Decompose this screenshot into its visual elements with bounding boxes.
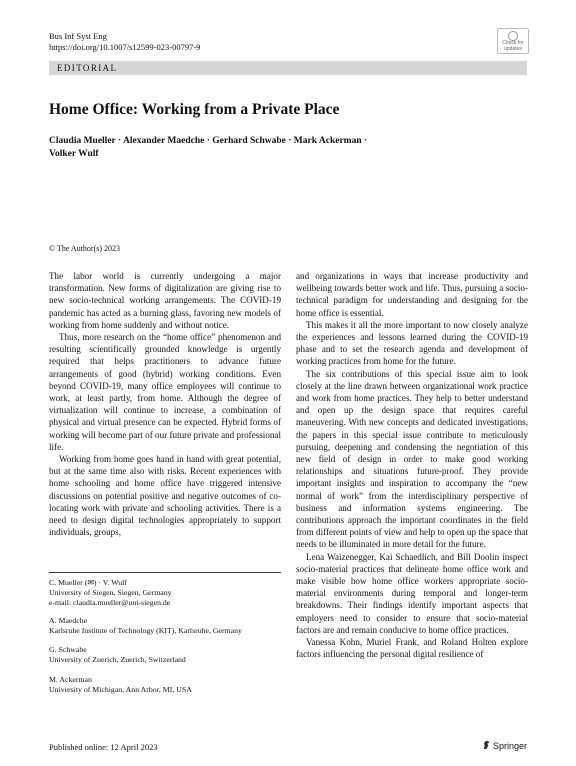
body-paragraph: Vanessa Kohn, Muriel Frank, and Roland Holten explore factors influencing the personal digital resilience of [296, 637, 528, 660]
body-paragraph: Thus, more research on the “home office” phenomenon and resulting scientifically grounded knowledge is urgently required that helps practitioners to advance future arrangements of good (hybrid) working conditions. Even beyond COVID-19, many office employees will continue to work, at least partly, from home. Although the degree of virtualization will continue to increase, a combination of physical and virtual presence can be expected. Hybrid forms of working will become part of our future private and professional life. [49, 332, 281, 452]
author-list [49, 135, 449, 161]
authors-line-1: Claudia Mueller · Alexander Maedche · Gerhard Schwabe · Mark Ackerman · [49, 136, 368, 146]
check-updates-line1: Check for [502, 40, 524, 46]
check-updates-line2: updates [504, 45, 522, 52]
journal-name: Bus Inf Syst Eng [49, 31, 107, 41]
published-date: Published online: 12 April 2023 [49, 742, 158, 752]
copyright-notice: © The Author(s) 2023 [49, 244, 121, 253]
body-paragraph: The six contributions of this special issue aim to look closely at the line drawn between organizational work practice and work from home practices. They help to better understand and open up the design space that requires careful maneuvering. With new concepts and dedicated investigations, the papers in this special issue contribute to meticulously pursuing, deepening and condensing the negotiation of this new field of design in order to make good working relationships and situations future-proof. They provide important insights and inspiration to accompany the “new normal of work” from the interdisciplinary perspective of business and information systems engineering. The contributions approach the important coordinates in the field from different points of view and help to open up the space that needs to be illuminated in more detail for the future. [296, 368, 528, 550]
affiliation-names: G. Schwabe [49, 645, 87, 654]
affiliation-names: A. Maedche [49, 616, 88, 625]
body-paragraph: The labor world is currently undergoing a major transformation. New forms of digitalization are giving rise to new socio-technical working arrangements. The COVID-19 pandemic has acted as a burning glass, favoring new models of working from home suddenly and without notice. [49, 271, 281, 330]
affiliation-institution: University of Zuerich, Zuerich, Switzerland [49, 655, 186, 664]
affiliation-block [49, 578, 289, 608]
left-column [49, 270, 281, 538]
affiliation-block [49, 675, 289, 695]
footnote-divider [49, 572, 281, 573]
doi-link[interactable]: https://doi.org/10.1007/s12599-023-00797-9 [49, 42, 201, 52]
check-for-updates-badge[interactable] [497, 28, 529, 54]
authors-line-2: Volker Wulf [49, 149, 99, 159]
body-paragraph: and organizations in ways that increase productivity and wellbeing towards better work and life. Thus, pursuing a socio-technical paradigm for understanding and designing for the home office is essential. [296, 271, 528, 318]
body-paragraph: Working from home goes hand in hand with great potential, but at the same time also with risks. Recent experiences with home schooling and home office have triggered intensive discussions on potential positive and negative outcomes of co-locating work with private and schooling activities. There is a need to design digital technologies appropriately to support individuals, groups, [49, 454, 281, 538]
publisher-name: Springer [493, 741, 528, 751]
publisher-logo [482, 740, 527, 751]
affiliation-names: M. Ackerman [49, 675, 92, 684]
affiliation-email[interactable]: e-mail: claudia.mueller@uni-siegen.de [49, 598, 171, 607]
affiliation-names: C. Mueller (✉) · V. Wulf [49, 578, 127, 587]
affiliation-institution: University of Michigan, Ann Arbor, MI, USA [49, 685, 192, 694]
section-label: EDITORIAL [57, 63, 118, 73]
right-column [296, 270, 528, 661]
affiliation-block [49, 616, 289, 636]
affiliation-block [49, 645, 289, 665]
affiliation-institution: University of Siegen, Siegen, Germany [49, 588, 172, 597]
body-paragraph: Lena Waizenegger, Kai Schaedlich, and Bill Doolin inspect socio-material practices that delineate home office work and make visible how home office workers appropriate socio-material environments during temporal and longer-term breakdowns. Their findings identify important aspects that employers need to consider to ensure that socio-material factors are and remain conducive to home office practices. [296, 551, 528, 635]
springer-horse-icon [482, 740, 491, 750]
body-paragraph: This makes it all the more important to now closely analyze the experiences and lessons learned during the COVID-19 phase and to set the research agenda and development of working practices from home for the future. [296, 319, 528, 367]
section-band [49, 61, 527, 75]
affiliation-institution: Karlsruhe Institute of Technology (KIT), Karlsruhe, Germany [49, 626, 242, 635]
article-title: Home Office: Working from a Private Place [49, 101, 340, 118]
